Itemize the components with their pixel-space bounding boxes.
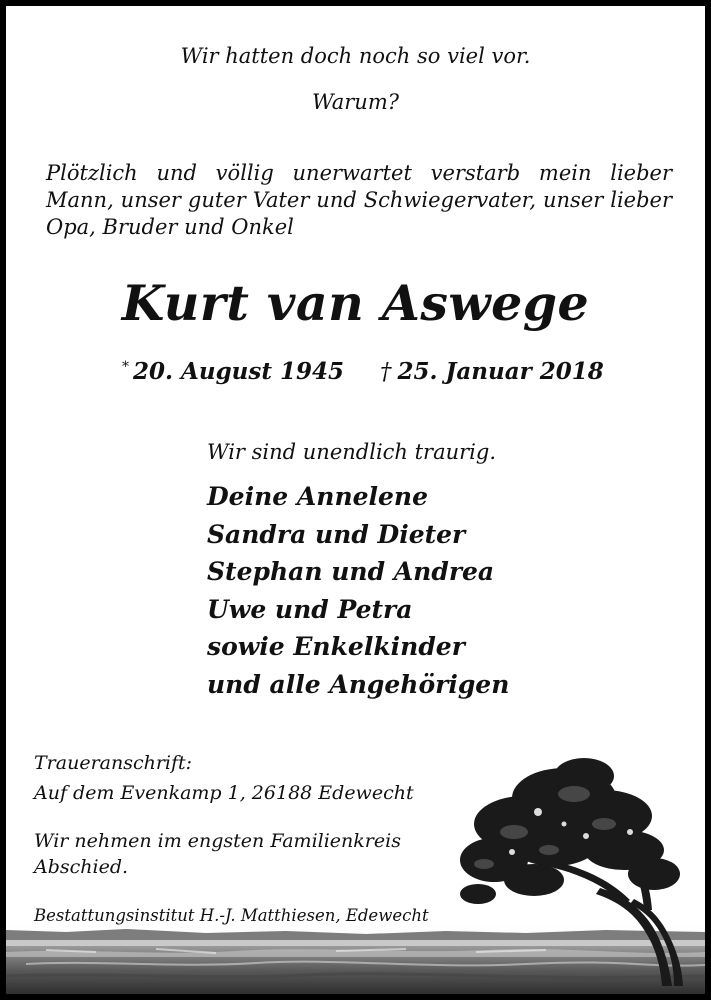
funeral-home: Bestattungsinstitut H.-J. Matthiesen, Edewecht	[34, 906, 429, 925]
farewell-line-1: Wir nehmen im engsten Familienkreis	[34, 830, 401, 852]
birth-date-text: 20. August 1945	[133, 358, 344, 385]
death-date	[380, 358, 604, 385]
death-date-text: 25. Januar 2018	[397, 358, 604, 385]
death-symbol: †	[380, 359, 392, 385]
birth-date	[122, 358, 344, 385]
farewell-block	[34, 828, 401, 880]
motto-line-1: Wir hatten doch noch so viel vor.	[180, 44, 531, 68]
mourner-name: Sandra und Dieter	[207, 519, 466, 549]
address-label: Traueranschrift:	[34, 752, 193, 774]
address-value: Auf dem Evenkamp 1, 26188 Edewecht	[34, 782, 414, 804]
motto-line-2: Warum?	[311, 90, 399, 114]
mourner-name: Uwe und Petra	[207, 594, 413, 624]
mourner-name: Stephan und Andrea	[207, 557, 495, 586]
deceased-name: Kurt van Aswege	[121, 274, 590, 332]
mourner-name: Deine Annelene	[207, 482, 429, 511]
farewell-line-2: Abschied.	[34, 856, 129, 878]
mourner-name: und alle Angehörigen	[207, 669, 510, 699]
intro-text: Plötzlich und völlig unerwartet verstarb mein lieber Mann, unser guter Vater und Schwiegervater, unser lieber Opa, Bruder und Onkel	[46, 161, 672, 239]
windswept-tree-icon	[454, 754, 684, 986]
mourner-name: sowie Enkelkinder	[207, 632, 465, 661]
mourners-list	[207, 478, 509, 703]
birth-symbol: *	[122, 359, 129, 375]
address-block	[34, 748, 414, 808]
mourners-intro: Wir sind unendlich traurig.	[207, 440, 497, 464]
